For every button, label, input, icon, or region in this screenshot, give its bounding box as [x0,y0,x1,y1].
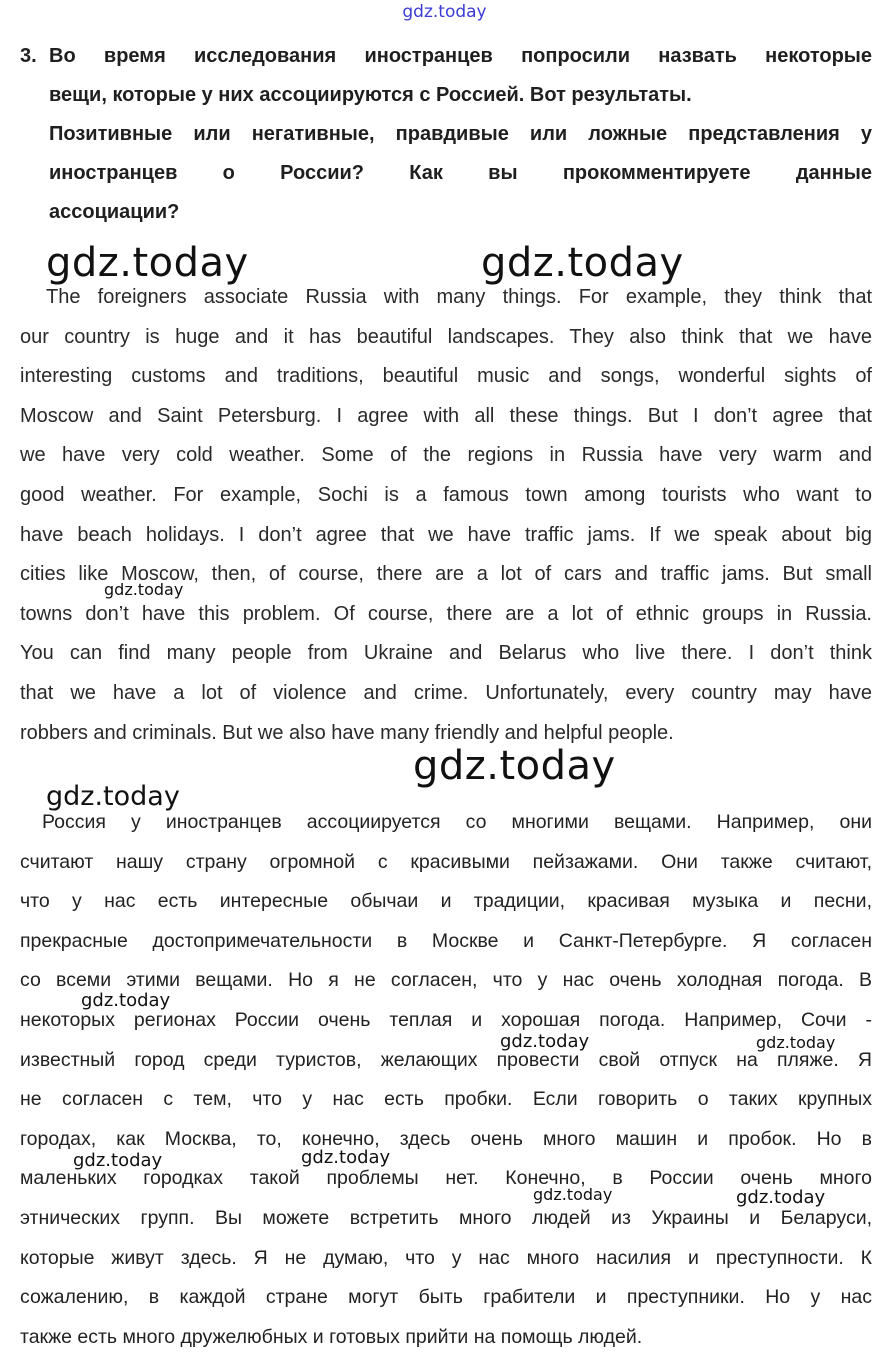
watermark: gdz.today [481,240,684,286]
answer-line: The foreigners associate Russia with many things. For example, they think that [46,286,872,308]
answer-line: robbers and criminals. But we also have many friendly and helpful people. [20,721,674,744]
site-watermark-top: gdz.today [402,2,487,22]
answer-line: interesting customs and traditions, beautiful music and songs, wonderful sights of [20,365,872,388]
translation-line: Россия у иностранцев ассоциируется со многими вещами. Например, они [42,811,872,833]
watermark: gdz.today [81,990,171,1011]
translation-line: также есть много дружелюбных и готовых прийти на помощь людей. [20,1325,643,1348]
watermark: gdz.today [46,240,249,286]
task-line: иностранцев о России? Как вы прокомментируете данные [49,162,872,184]
translation-line: что у нас есть интересные обычаи и традиции, красивая музыка и песни, [20,890,872,913]
watermark: gdz.today [104,580,184,599]
task-prompt [20,37,872,232]
task-line: Во время исследования иностранцев попросили назвать некоторые [49,45,872,67]
translation-line: этнических групп. Вы можете встретить много людей из Украины и Беларуси, [20,1206,872,1229]
answer-line: good weather. For example, Sochi is a famous town among tourists who want to [20,483,872,506]
translation-line: прекрасные достопримечательности в Москве и Санкт-Петербурге. Я согласен [20,929,872,952]
watermark: gdz.today [533,1185,613,1204]
watermark: gdz.today [736,1187,826,1208]
task-line: вещи, которые у них ассоциируются с Россией. Вот результаты. [49,84,692,106]
watermark: gdz.today [756,1033,836,1052]
task-line: ассоциации? [49,201,180,223]
translation-line: маленьких городках такой проблемы нет. Конечно, в России очень много [20,1167,872,1190]
watermark: gdz.today [46,781,180,812]
translation-line: известный город среди туристов, желающих провести свой отпуск на пляже. Я [20,1048,872,1071]
watermark: gdz.today [413,743,616,789]
answer-line: Moscow and Saint Petersburg. I agree with all these things. But I don’t agree that [20,404,872,427]
watermark: gdz.today [301,1147,391,1168]
answer-line: have beach holidays. I don’t agree that we have traffic jams. If we speak about big [20,523,872,546]
translation-line: не согласен с тем, что у нас есть пробки. Если говорить о таких крупных [20,1088,872,1111]
translation-line: со всеми этими вещами. Но я не согласен, что у нас очень холодная погода. В [20,969,872,992]
task-line: Позитивные или негативные, правдивые или ложные представления у [49,123,872,145]
translation-line: городах, как Москва, то, конечно, здесь очень много машин и пробок. Но в [20,1127,872,1150]
answer-line: You can find many people from Ukraine and Belarus who live there. I don’t think [20,642,872,665]
watermark: gdz.today [73,1150,163,1171]
answer-line: we have very cold weather. Some of the regions in Russia have very warm and [20,444,872,467]
answer-line: our country is huge and it has beautiful landscapes. They also think that we have [20,325,872,348]
translation-line: некоторых регионах России очень теплая и хорошая погода. Например, Сочи - [20,1008,872,1031]
answer-line: towns don’t have this problem. Of course, there are a lot of ethnic groups in Russia. [20,602,872,625]
answer-line: cities like Moscow, then, of course, there are a lot of cars and traffic jams. But small [20,563,872,586]
english-answer [20,278,872,753]
translation-line: сожалению, в каждой стране могут быть грабители и преступники. Но у нас [20,1286,872,1309]
translation-line: которые живут здесь. Я не думаю, что у нас много насилия и преступности. К [20,1246,872,1269]
russian-translation [20,803,872,1357]
task-number: 3. [20,45,37,67]
translation-line: считают нашу страну огромной с красивыми пейзажами. Они также считают, [20,850,872,873]
watermark: gdz.today [500,1031,590,1052]
answer-line: that we have a lot of violence and crime. Unfortunately, every country may have [20,681,872,704]
